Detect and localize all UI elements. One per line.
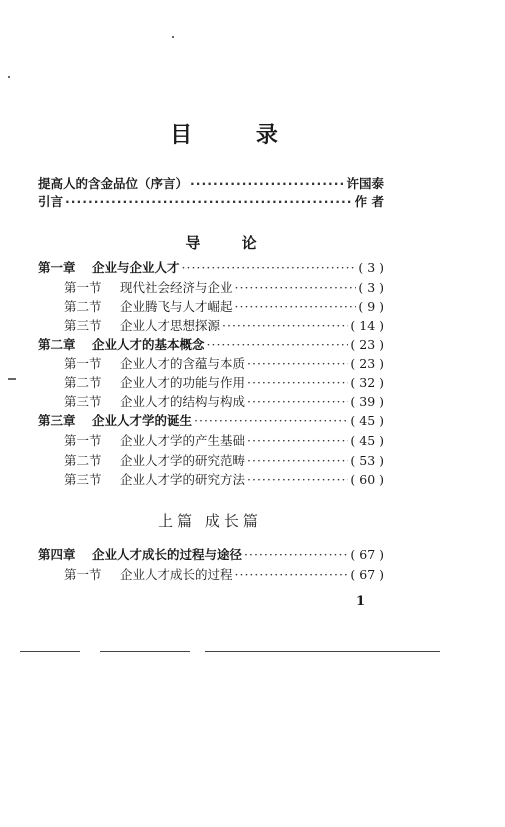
dot-leader <box>190 176 344 191</box>
toc-entry-introduction <box>38 192 384 210</box>
toc-section-4-1 <box>64 565 384 583</box>
chapter-number: 第三章 <box>38 413 76 428</box>
toc-section-1-1 <box>64 278 384 296</box>
entry-page: ( 67 ) <box>350 546 384 562</box>
section-number: 第二节 <box>64 453 102 468</box>
entry-page: 许国泰 <box>346 176 384 191</box>
section-title: 现代社会经济与企业 <box>120 280 233 295</box>
entry-page: ( 23 ) <box>350 336 384 352</box>
scan-edge-line <box>100 651 190 652</box>
entry-page: ( 14 ) <box>350 317 384 333</box>
scan-speck <box>8 76 10 78</box>
section-number: 第二节 <box>64 299 102 314</box>
toc-section-2-1 <box>64 354 384 372</box>
entry-page: ( 45 ) <box>350 412 384 428</box>
part-heading: 上篇 成长篇 <box>158 512 262 530</box>
section-title: 企业人才思想探源 <box>120 318 221 333</box>
entry-page: ( 45 ) <box>350 432 384 448</box>
dot-leader <box>207 337 349 352</box>
entry-label: 提高人的含金品位（序言） <box>38 176 189 191</box>
scan-speck <box>8 378 16 380</box>
entry-page: ( 32 ) <box>350 374 384 390</box>
entry-page: ( 60 ) <box>350 471 384 487</box>
dot-leader <box>182 260 357 275</box>
dot-leader <box>235 567 349 582</box>
section-title: 企业人才成长的过程 <box>120 567 233 582</box>
toc-section-1-2 <box>64 297 384 315</box>
entry-page: ( 3 ) <box>358 259 384 275</box>
section-title: 企业人才学的研究方法 <box>120 472 246 487</box>
dot-leader <box>247 472 348 487</box>
scan-speck <box>172 36 174 38</box>
page-title: 目 录 <box>170 122 306 148</box>
toc-section-2-3 <box>64 392 384 410</box>
chapter-number: 第四章 <box>38 547 76 562</box>
entry-page: ( 39 ) <box>350 393 384 409</box>
dot-leader <box>247 394 348 409</box>
dot-leader <box>235 299 357 314</box>
entry-page: ( 9 ) <box>358 298 384 314</box>
section-number: 第一节 <box>64 280 102 295</box>
section-number: 第一节 <box>64 356 102 371</box>
section-number: 第一节 <box>64 567 102 582</box>
chapter-title: 企业与企业人才 <box>92 260 180 275</box>
toc-section-2-2 <box>64 373 384 391</box>
toc-section-3-2 <box>64 451 384 469</box>
chapter-title: 企业人才的基本概念 <box>92 337 205 352</box>
chapter-title: 企业人才学的诞生 <box>92 413 193 428</box>
section-title: 企业人才的功能与作用 <box>120 375 246 390</box>
dot-leader <box>235 280 357 295</box>
dot-leader <box>247 453 348 468</box>
entry-page: ( 67 ) <box>350 566 384 582</box>
dot-leader <box>194 413 348 428</box>
toc-chapter-4 <box>38 545 384 563</box>
chapter-title: 企业人才成长的过程与途径 <box>92 547 243 562</box>
toc-entry-preface <box>38 174 384 192</box>
entry-page: ( 23 ) <box>350 355 384 371</box>
section-number: 第三节 <box>64 472 102 487</box>
page-number: 1 <box>356 594 366 609</box>
scan-edge-line <box>205 651 440 652</box>
dot-leader <box>222 318 348 333</box>
entry-page: ( 3 ) <box>358 279 384 295</box>
dot-leader <box>247 356 348 371</box>
entry-label: 引言 <box>38 194 64 209</box>
dot-leader <box>244 547 348 562</box>
toc-chapter-2 <box>38 335 384 353</box>
section-number: 第三节 <box>64 318 102 333</box>
section-title: 企业人才的结构与构成 <box>120 394 246 409</box>
section-title: 企业人才学的产生基础 <box>120 433 246 448</box>
toc-chapter-3 <box>38 411 384 429</box>
section-number: 第二节 <box>64 375 102 390</box>
section-number: 第三节 <box>64 394 102 409</box>
chapter-number: 第二章 <box>38 337 76 352</box>
section-title: 企业腾飞与人才崛起 <box>120 299 233 314</box>
toc-section-3-1 <box>64 431 384 449</box>
entry-page: 作 者 <box>354 194 384 209</box>
dot-leader <box>65 194 353 209</box>
entry-page: ( 53 ) <box>350 452 384 468</box>
scan-edge-line <box>20 651 80 652</box>
section-heading-intro: 导 论 <box>185 234 275 252</box>
section-title: 企业人才的含蕴与本质 <box>120 356 246 371</box>
toc-section-3-3 <box>64 470 384 488</box>
toc-section-1-3 <box>64 316 384 334</box>
toc-chapter-1 <box>38 258 384 276</box>
section-title: 企业人才学的研究范畴 <box>120 453 246 468</box>
section-number: 第一节 <box>64 433 102 448</box>
dot-leader <box>247 375 348 390</box>
chapter-number: 第一章 <box>38 260 76 275</box>
dot-leader <box>247 433 348 448</box>
